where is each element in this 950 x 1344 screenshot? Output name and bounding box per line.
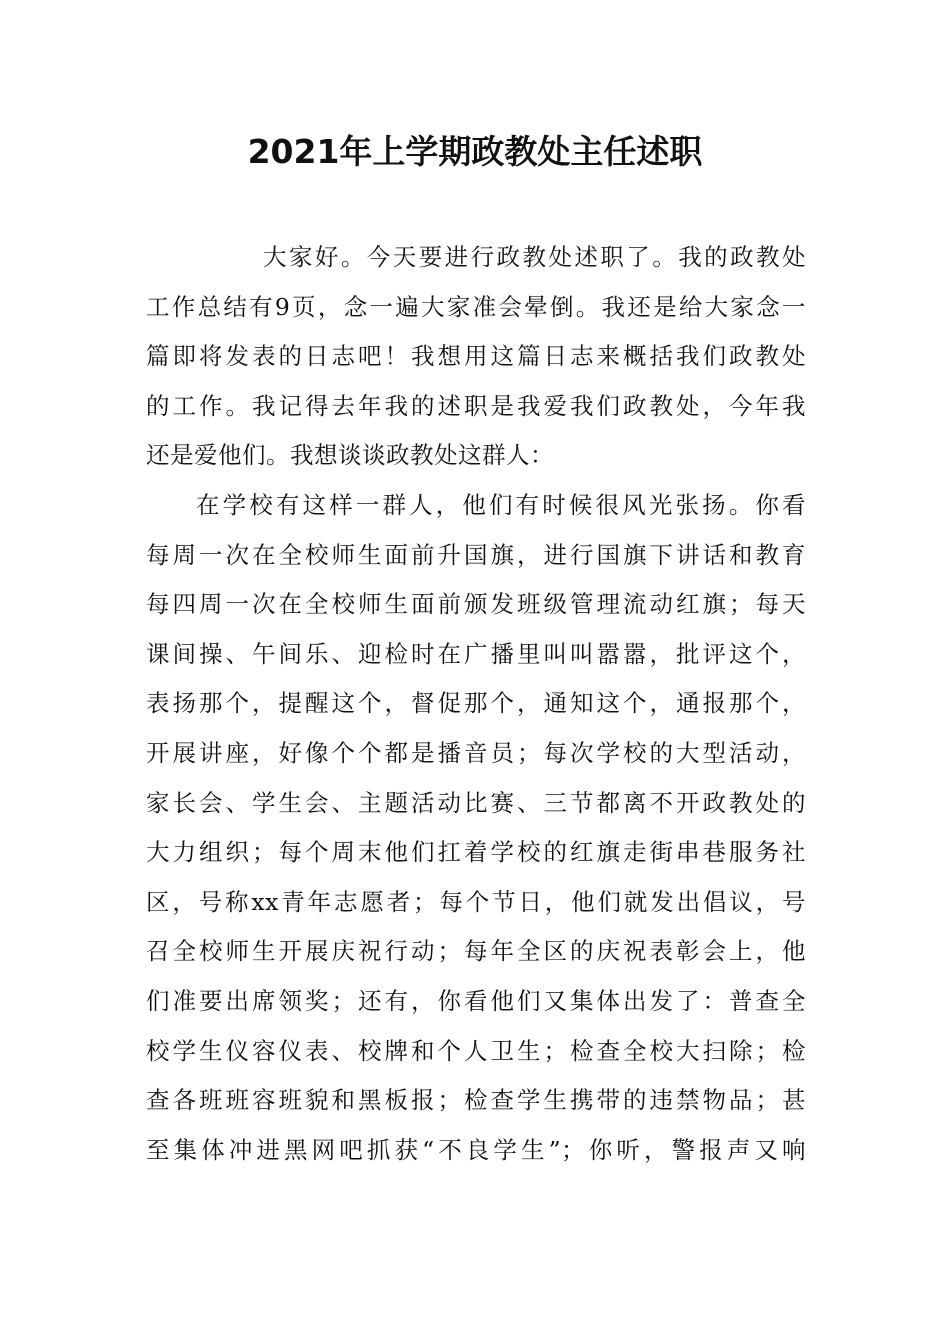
paragraph-line: 每四周一次在全校师生面前颁发班级管理流动红旗；每天 [146, 590, 806, 619]
paragraph-line: 课间操、午间乐、迎检时在广播里叫叫嚣嚣，批评这个， [146, 639, 806, 668]
paragraph-2 [146, 481, 806, 1175]
paragraph-line: 的工作。我记得去年我的述职是我爱我们政教处，今年我 [146, 391, 806, 420]
paragraph-line: 开展讲座，好像个个都是播音员；每次学校的大型活动， [146, 738, 806, 767]
paragraph-line: 家长会、学生会、主题活动比赛、三节都离不开政教处的 [146, 788, 806, 817]
paragraph-line: 每周一次在全校师生面前升国旗，进行国旗下讲话和教育 [146, 540, 806, 569]
paragraph-1 [146, 233, 806, 481]
paragraph-line: 区，号称xx青年志愿者；每个节日，他们就发出倡议，号 [146, 887, 806, 916]
paragraph-line: 篇即将发表的日志吧！我想用这篇日志来概括我们政教处 [146, 342, 806, 371]
document-title: 2021年上学期政教处主任述职 [247, 132, 703, 171]
paragraph-line: 在学校有这样一群人，他们有时候很风光张扬。你看 [196, 490, 806, 519]
paragraph-line: 还是爱他们。我想谈谈政教处这群人： [146, 441, 554, 470]
paragraph-line: 校学生仪容仪表、校牌和个人卫生；检查全校大扫除；检 [146, 1036, 806, 1065]
paragraph-line: 工作总结有9页，念一遍大家准会晕倒。我还是给大家念一 [146, 292, 806, 321]
paragraph-line: 大力组织；每个周末他们扛着学校的红旗走街串巷服务社 [146, 838, 806, 867]
paragraph-line: 查各班班容班貌和黑板报；检查学生携带的违禁物品；甚 [146, 1086, 806, 1115]
paragraph-line: 们准要出席领奖；还有，你看他们又集体出发了：普查全 [146, 986, 806, 1015]
document-body [146, 233, 806, 1175]
paragraph-line: 召全校师生开展庆祝行动；每年全区的庆祝表彰会上，他 [146, 937, 806, 966]
paragraph-line: 大家好。今天要进行政教处述职了。我的政教处 [263, 243, 806, 271]
paragraph-line: 表扬那个，提醒这个，督促那个，通知这个，通报那个， [146, 689, 806, 718]
paragraph-line: 至集体冲进黑网吧抓获“不良学生”；你听，警报声又响 [146, 1135, 806, 1164]
